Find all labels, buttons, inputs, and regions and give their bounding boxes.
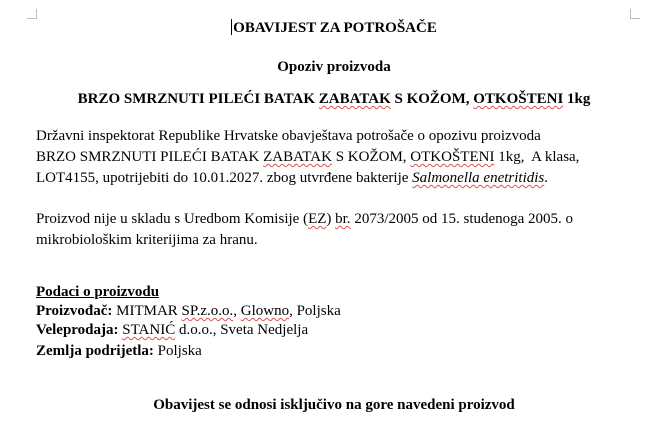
paragraph1-line3 [36, 169, 640, 187]
wholesale-value: d.o.o., Sveta Nedjelja [175, 322, 309, 338]
product-heading-part: 1kg [563, 91, 591, 107]
details-heading: Podaci o proizvodu [36, 284, 160, 300]
paragraph2-line2: mikrobiološkim kriterijima za hranu. [36, 232, 258, 248]
paragraph1-text: . [544, 170, 548, 186]
page-corner-mark-left [27, 9, 37, 19]
paragraph1-text: BRZO SMRZNUTI PILEĆI BATAK [36, 149, 264, 165]
manufacturer-value: , Poljska [289, 303, 341, 319]
product-heading-part: OTKOŠTENI [473, 91, 564, 107]
wholesale-value: STANIĆ [122, 322, 176, 338]
manufacturer-line [36, 302, 640, 320]
origin-value: Poljska [153, 343, 202, 359]
paragraph2-text: Proizvod nije u skladu s Uredbom Komisije ( [36, 211, 309, 227]
paragraph1-line2 [36, 148, 640, 166]
text-cursor [231, 19, 232, 35]
product-heading-part: ZABATAK [318, 91, 391, 107]
paragraph1-text: OTKOŠTENI [410, 149, 495, 165]
paragraph1-line1: Državni inspektorat Republike Hrvatske obavještava potrošače o opozivu proizvoda [36, 128, 541, 144]
paragraph1-text: ZABATAK [263, 149, 332, 165]
notice-title: OBAVIJEST ZA POTROŠAČE [233, 20, 437, 36]
notice-title-line [0, 19, 668, 37]
wholesale-line [36, 321, 640, 339]
manufacturer-value: Glowno [240, 303, 290, 319]
notice-footer: Obavijest se odnosi isključivo na gore navedeni proizvod [153, 397, 515, 413]
notice-subtitle: Opoziv proizvoda [277, 59, 391, 75]
manufacturer-value: , [233, 303, 241, 319]
bacteria-name: Salmonella enetritidis [412, 170, 545, 186]
manufacturer-value: MITMAR [112, 303, 182, 319]
paragraph1-text: S KOŽOM, [331, 149, 411, 165]
wholesale-label: Veleprodaja: [36, 322, 119, 338]
paragraph2-text: 2073/2005 od 15. studenoga 2005. o [350, 211, 574, 227]
manufacturer-value: SP.z.o.o. [181, 303, 234, 319]
manufacturer-label: Proizvođač: [36, 303, 113, 319]
product-heading-part: S KOŽOM, [390, 91, 474, 107]
product-heading-part: BRZO SMRZNUTI PILEĆI BATAK [77, 91, 319, 107]
paragraph1-text: LOT4155, upotrijebiti do 10.01.2027. zbog utvrđene bakterije [36, 170, 413, 186]
paragraph2-text: ) [326, 211, 336, 227]
origin-line [36, 342, 640, 360]
paragraph2-text: EZ [308, 211, 327, 227]
paragraph2-text: br. [335, 211, 351, 227]
paragraph1-text: 1kg, A klasa, [494, 149, 580, 165]
page-corner-mark-right [630, 9, 640, 19]
product-heading [0, 90, 668, 108]
origin-label: Zemlja podrijetla: [36, 343, 154, 359]
paragraph2-line1 [36, 210, 640, 228]
